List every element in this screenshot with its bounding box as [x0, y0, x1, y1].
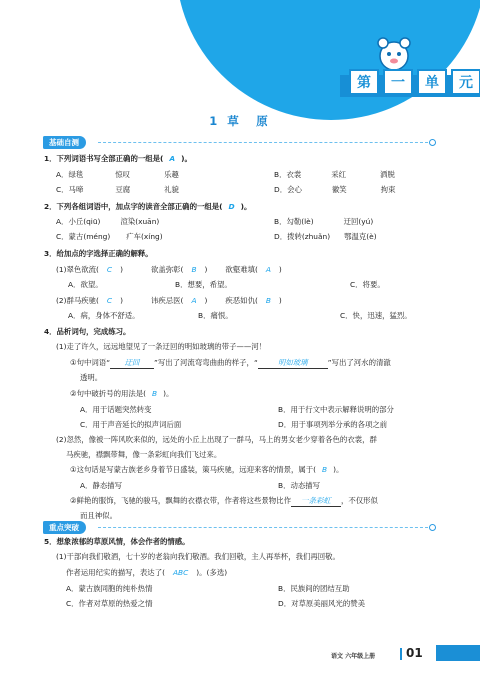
q4-2-sub2: ②鲜艳的服饰，飞驰的骏马，飘舞的衣襟衣带，作者将这些景物比作 一条彩虹 ，不仅形似 — [70, 496, 378, 505]
section-divider — [98, 527, 428, 528]
q1-option-c: C．马啼 豆腐 礼貌 — [56, 185, 179, 194]
q5-passage: (1)干部向我们敬酒，七十岁的老翁向我们敬酒。我们回敬，主人再举杯，我们再回敬。 — [56, 552, 340, 561]
q4-1-option-c: C．用于声音延长的拟声词后面 — [80, 420, 182, 429]
unit-label — [349, 69, 480, 95]
q4-passage-2-cont: 马疾驰，襟飘带舞，像一条彩虹向我们飞过来。 — [66, 450, 222, 459]
q4-passage-1: (1)走了许久，远远地望见了一条迂回的明如玻璃的带子——河！ — [56, 342, 267, 351]
q3-row1-option-a: A．欲望。 — [68, 280, 103, 289]
section-end-icon — [429, 139, 436, 146]
unit-char: 单 — [417, 69, 447, 95]
q4-1-sub1-cont: 透明。 — [80, 373, 103, 382]
q4-2-option-b: B．动态描写 — [278, 481, 321, 490]
q2-stem: 2．下列各组词语中，加点字的读音全部正确的一组是( D )。 — [44, 202, 252, 211]
q2-option-a: A．小丘(qiū) 渲染(xuān) — [56, 217, 160, 226]
unit-char: 第 — [349, 69, 379, 95]
page-number: 01 — [406, 646, 423, 660]
q3-row2-option-a: A．病，身体不舒适。 — [68, 311, 140, 320]
section-divider — [98, 142, 428, 143]
q4-1-option-a: A．用于话题突然转变 — [80, 405, 152, 414]
q4-stem: 4．品析词句，完成练习。 — [44, 327, 131, 336]
q4-1-sub2: ②句中破折号的用法是( B )。 — [70, 389, 174, 398]
section-tag-basic: 基础自测 — [43, 136, 86, 149]
unit-char: 元 — [451, 69, 480, 95]
q4-1-sub1: ①句中词语“ 迂回 ”写出了河流弯弯曲曲的样子，“ 明如玻璃 ”写出了河水的清澈 — [70, 358, 391, 367]
q5-question: 作者运用纪实的描写，表达了( ABC )。(多选) — [66, 568, 228, 577]
q3-row2: (2)群马疾驰( C ) 讳疾忌医( A ) 疾恶如仇( B ) — [56, 296, 282, 305]
q3-row2-option-b: B．痛恨。 — [198, 311, 233, 320]
q5-option-b: B．民族间的团结互助 — [278, 584, 350, 593]
unit-char: 一 — [383, 69, 413, 95]
q1-option-b: B．衣裳 采红 洒脱 — [274, 170, 395, 179]
q5-stem: 5．想象浓郁的草原风情，体会作者的情感。 — [44, 537, 190, 546]
q4-1-option-b: B．用于行文中表示解释说明的部分 — [278, 405, 394, 414]
q5-option-c: C．作者对草原的热爱之情 — [66, 599, 153, 608]
q3-stem: 3．给加点的字选择正确的解释。 — [44, 249, 153, 258]
q4-2-option-a: A．静态描写 — [80, 481, 123, 490]
q2-option-c: C．蒙古(méng) 疒车(xíng) — [56, 232, 163, 241]
q2-option-b: B．勾勒(lè) 迂回(yú) — [274, 217, 374, 226]
mascot-icon — [376, 34, 412, 72]
q3-row1-option-c: C．将要。 — [350, 280, 385, 289]
page-title: 1 草 原 — [209, 114, 271, 128]
footer-subject: 语文 六年级上册 — [331, 653, 376, 660]
q4-2-sub1: ①这句话是写蒙古族老乡身着节日盛装，策马疾驰，远迎来客的情景，属于( B )。 — [70, 465, 344, 474]
q2-option-d: D．拨转(zhuǎn) 鄂温克(è) — [274, 232, 377, 241]
q1-stem: 1．下列词语书写全部正确的一组是( A )。 — [44, 154, 192, 163]
footer-strip — [436, 645, 480, 661]
q3-row2-option-c: C．快，迅速，猛烈。 — [340, 311, 412, 320]
q3-row1-option-b: B．想要，希望。 — [175, 280, 232, 289]
q1-option-a: A．绿毯 惊叹 乐趣 — [56, 170, 179, 179]
section-end-icon — [429, 524, 436, 531]
q5-option-a: A．蒙古族同胞的纯朴热情 — [66, 584, 153, 593]
decorative-circle — [176, 0, 480, 120]
q5-option-d: D．对草原美丽风光的赞美 — [278, 599, 365, 608]
footer-divider — [400, 648, 402, 660]
q1-option-d: D．会心 徽笑 拘束 — [274, 185, 396, 194]
q4-passage-2: (2)忽然，像被一阵风吹来似的，远处的小丘上出现了一群马，马上的男女老少穿着各色的衣裳，群 — [56, 435, 377, 444]
q4-2-sub2-cont: 而且神似。 — [80, 511, 117, 520]
q3-row1: (1)翠色欲流( C ) 欲盖弥彰( B ) 欲壑难填( A ) — [56, 265, 282, 274]
section-tag-key: 重点突破 — [43, 521, 86, 534]
q4-1-option-d: D．用于事项列举分承的各项之前 — [278, 420, 388, 429]
